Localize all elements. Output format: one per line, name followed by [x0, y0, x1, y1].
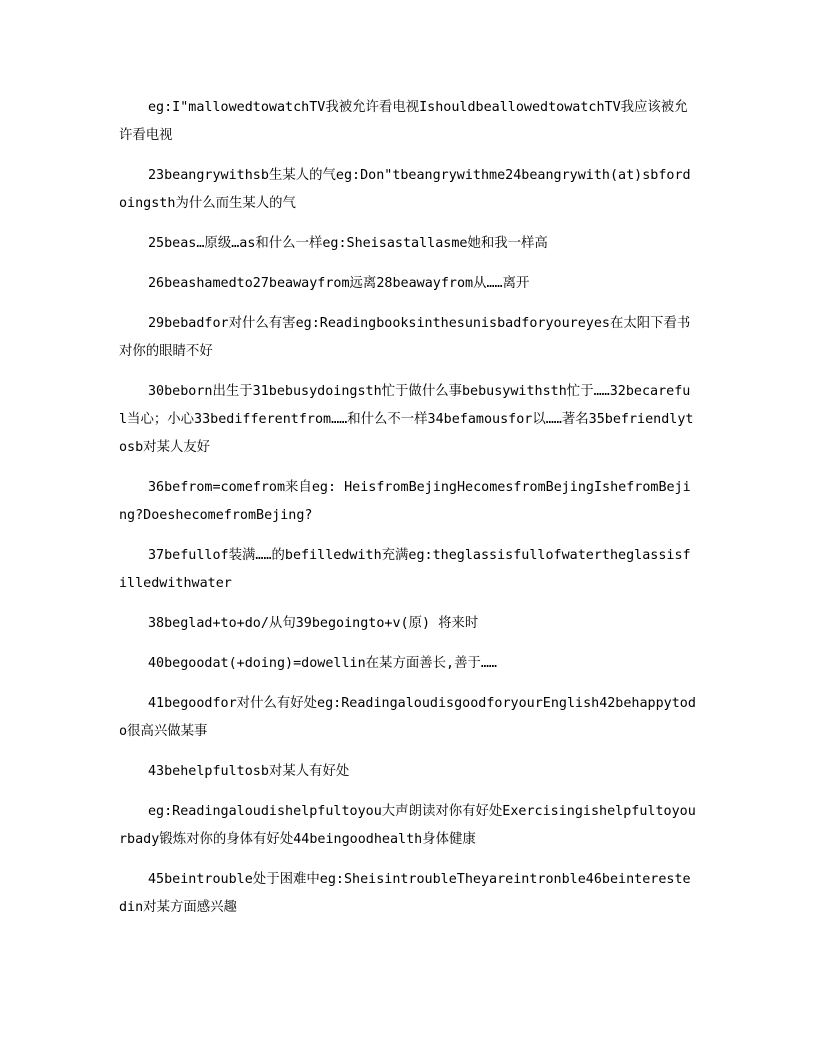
paragraph: 45beintrouble处于困难中eg:SheisintroubleTheyareintronble46beinterestedin对某方面感兴趣	[119, 872, 691, 915]
paragraph: eg:Readingaloudishelpfultoyou大声朗读对你有好处Exercisingishelpfultoyourbady锻炼对你的身体有好处44beingoodhealth身体健康	[119, 804, 696, 847]
paragraph: 25beas…原级…as和什么一样eg:Sheisastallasme她和我一样高	[148, 236, 548, 251]
paragraph: 43behelpfultosb对某人有好处	[148, 764, 350, 779]
paragraph: 36befrom=comefrom来自eg: HeisfromBejingHecomesfromBejingIshefromBejing?DoeshecomefromBejing?	[119, 480, 691, 523]
document-body	[119, 94, 697, 934]
paragraph: 40begoodat(+doing)=dowellin在某方面善长,善于……	[148, 656, 497, 671]
paragraph: eg:I"mallowedtowatchTV我被允许看电视IshouldbeallowedtowatchTV我应该被允许看电视	[119, 100, 688, 143]
paragraph: 37befullof装满……的befilledwith充满eg:theglassisfullofwatertheglassisfilledwithwater	[119, 548, 691, 591]
paragraph: 29bebadfor对什么有害eg:Readingbooksinthesunisbadforyoureyes在太阳下看书对你的眼睛不好	[119, 316, 691, 359]
paragraph: 23beangrywithsb生某人的气eg:Don"tbeangrywithme24beangrywith(at)sbfordoingsth为什么而生某人的气	[119, 168, 691, 211]
paragraph: 38beglad+to+do/从句39begoingto+v(原) 将来时	[148, 616, 479, 631]
paragraph: 41begoodfor对什么有好处eg:ReadingaloudisgoodforyourEnglish42behappytodo很高兴做某事	[119, 696, 696, 739]
paragraph: 30beborn出生于31bebusydoingsth忙于做什么事bebusywithsth忙于……32becareful当心；小心33bedifferentfrom……和什么不一样34befamousfor以……著名35befriendlytosb对某人友好	[119, 384, 694, 455]
paragraph: 26beashamedto27beawayfrom远离28beawayfrom从……离开	[148, 276, 530, 291]
